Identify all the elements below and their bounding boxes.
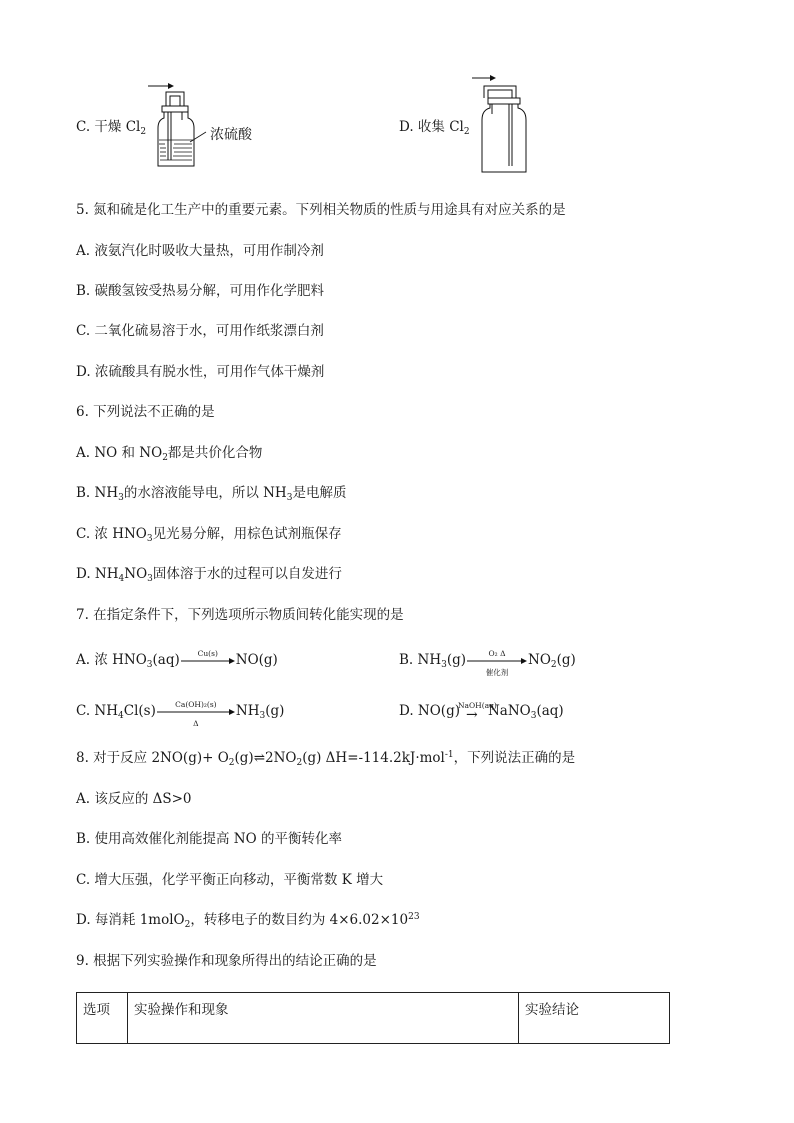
q4-option-c-label: C. 干燥 Cl bbox=[76, 119, 141, 135]
table-header-conclusion: 实验结论 bbox=[519, 993, 670, 1044]
q7-a-reaction-arrow bbox=[181, 648, 235, 669]
q8-stem-text-1: 8. 对于反应 2NO(g)+ O bbox=[76, 750, 229, 766]
q8-stem bbox=[76, 749, 575, 767]
q8-stem-text-4: ，下列说法正确的是 bbox=[453, 750, 576, 766]
q7-b-text-1: B. NH bbox=[399, 652, 442, 668]
q7-c-reaction-arrow bbox=[157, 699, 235, 728]
q7-b-sub: 3 bbox=[441, 660, 447, 670]
concentrated-sulfuric-acid-label: 浓硫酸 bbox=[210, 127, 252, 143]
q6-d-sub-2: 3 bbox=[147, 574, 153, 584]
q8-stem-sup: -1 bbox=[444, 750, 454, 760]
q7-d-text-2: NaNO bbox=[487, 703, 531, 719]
q8-d-text-2: ，转移电子的数目约为 4×6.02×10 bbox=[190, 912, 409, 928]
q6-a-sub: 2 bbox=[162, 453, 168, 463]
q7-stem: 7. 在指定条件下，下列选项所示物质间转化能实现的是 bbox=[76, 607, 404, 623]
q8-option-a: A. 该反应的 ΔS>0 bbox=[76, 791, 192, 807]
q8-option-c: C. 增大压强，化学平衡正向移动，平衡常数 K 增大 bbox=[76, 872, 384, 888]
q6-b-text-2: 的水溶液能导电，所以 NH bbox=[123, 485, 287, 501]
q7-b-text-4: (g) bbox=[556, 652, 576, 668]
q6-a-text-2: 都是共价化合物 bbox=[167, 445, 263, 461]
q6-option-c bbox=[76, 525, 342, 543]
q7-c-arrow-top: Ca(OH)₂(s) bbox=[175, 699, 217, 709]
q7-c-text-2: Cl(s) bbox=[123, 703, 156, 719]
q5-option-d: D. 浓硫酸具有脱水性，可用作气体干燥剂 bbox=[76, 364, 325, 380]
q7-a-text-3: NO(g) bbox=[235, 652, 278, 668]
q6-a-text-1: A. NO 和 NO bbox=[76, 445, 163, 461]
q7-c-sub-2: 3 bbox=[259, 711, 266, 721]
q7-a-sub: 3 bbox=[146, 660, 153, 670]
q6-b-text-1: B. NH bbox=[76, 485, 119, 501]
q7-option-a bbox=[76, 648, 278, 670]
q9-table bbox=[76, 992, 670, 1044]
q6-c-text-1: C. 浓 HNO bbox=[76, 526, 147, 542]
q6-b-text-3: 是电解质 bbox=[292, 485, 347, 501]
gas-collection-bottle-icon bbox=[468, 72, 538, 178]
q6-d-text-1: D. NH bbox=[76, 566, 119, 582]
q8-stem-text-2: (g)⇌2NO bbox=[234, 750, 297, 766]
q8-option-b: B. 使用高效催化剂能提高 NO 的平衡转化率 bbox=[76, 831, 342, 847]
q6-b-sub-1: 3 bbox=[118, 493, 124, 503]
q7-b-text-2: (g) bbox=[446, 652, 467, 668]
q6-c-sub: 3 bbox=[146, 534, 153, 544]
q7-a-text-2: (aq) bbox=[152, 652, 180, 668]
q7-c-text-1: C. NH bbox=[76, 703, 119, 719]
q8-stem-sub-2: 2 bbox=[296, 758, 303, 768]
q6-d-sub-1: 4 bbox=[118, 574, 125, 584]
q7-b-sub-2: 2 bbox=[550, 660, 557, 670]
q6-option-a bbox=[76, 444, 262, 462]
q4-option-d bbox=[399, 118, 470, 136]
q7-c-text-3: NH bbox=[235, 703, 260, 719]
q6-d-text-3: 固体溶于水的过程可以自发进行 bbox=[152, 566, 342, 582]
table-header-option: 选项 bbox=[77, 993, 128, 1044]
q7-c-arrow-bottom: Δ bbox=[193, 718, 199, 728]
q4-option-c bbox=[76, 118, 146, 136]
drying-bottle-apparatus-icon bbox=[140, 80, 220, 175]
q7-b-text-3: NO bbox=[528, 652, 551, 668]
q6-b-sub-2: 3 bbox=[286, 493, 293, 503]
q8-option-d bbox=[76, 911, 420, 929]
q5-option-b: B. 碳酸氢铵受热易分解，可用作化学肥料 bbox=[76, 283, 325, 299]
q7-option-b bbox=[399, 648, 576, 677]
q6-option-d bbox=[76, 565, 342, 583]
q4-option-d-sub: 2 bbox=[463, 127, 470, 137]
q7-d-arrow-glyph: → bbox=[465, 706, 478, 723]
q7-b-arrow-bottom: 催化剂 bbox=[485, 667, 509, 677]
q7-b-reaction-arrow bbox=[467, 648, 527, 677]
q8-stem-sub-1: 2 bbox=[228, 758, 235, 768]
q4-option-d-label: D. 收集 Cl bbox=[399, 119, 464, 135]
q6-option-b bbox=[76, 484, 346, 502]
q7-a-arrow-top: Cu(s) bbox=[197, 648, 218, 658]
q6-d-text-2: NO bbox=[124, 566, 148, 582]
q5-stem: 5. 氮和硫是化工生产中的重要元素。下列相关物质的性质与用途具有对应关系的是 bbox=[76, 202, 566, 218]
q8-stem-text-3: (g) ΔH=-114.2kJ·mol bbox=[302, 750, 445, 766]
table-header-operation: 实验操作和现象 bbox=[128, 993, 519, 1044]
table-header-row bbox=[77, 993, 670, 1044]
q5-option-a: A. 液氨汽化时吸收大量热，可用作制冷剂 bbox=[76, 243, 324, 259]
q7-d-reaction-arrow bbox=[457, 700, 497, 723]
q8-d-sub: 2 bbox=[184, 920, 191, 930]
q7-d-arrow-top: NaOH(aq) bbox=[457, 700, 497, 710]
q4-option-c-sub: 2 bbox=[140, 127, 147, 137]
q7-option-d bbox=[399, 702, 564, 721]
q6-stem: 6. 下列说法不正确的是 bbox=[76, 404, 215, 420]
q8-d-sup: 23 bbox=[408, 912, 420, 922]
q7-d-text-3: (aq) bbox=[536, 703, 564, 719]
q5-option-c: C. 二氧化硫易溶于水，可用作纸浆漂白剂 bbox=[76, 323, 324, 339]
q9-stem: 9. 根据下列实验操作和现象所得出的结论正确的是 bbox=[76, 953, 377, 969]
q7-c-sub: 4 bbox=[118, 711, 124, 721]
q7-d-sub: 3 bbox=[530, 711, 537, 721]
q7-c-text-4: (g) bbox=[265, 703, 285, 719]
q7-b-arrow-top: O₂ Δ bbox=[488, 648, 506, 658]
q7-a-text-1: A. 浓 HNO bbox=[76, 652, 147, 668]
q8-d-text-1: D. 每消耗 1molO bbox=[76, 912, 185, 928]
q6-c-text-2: 见光易分解，用棕色试剂瓶保存 bbox=[152, 526, 342, 542]
q7-option-c bbox=[76, 699, 285, 728]
q7-d-text-1: D. NO(g) bbox=[399, 703, 460, 719]
